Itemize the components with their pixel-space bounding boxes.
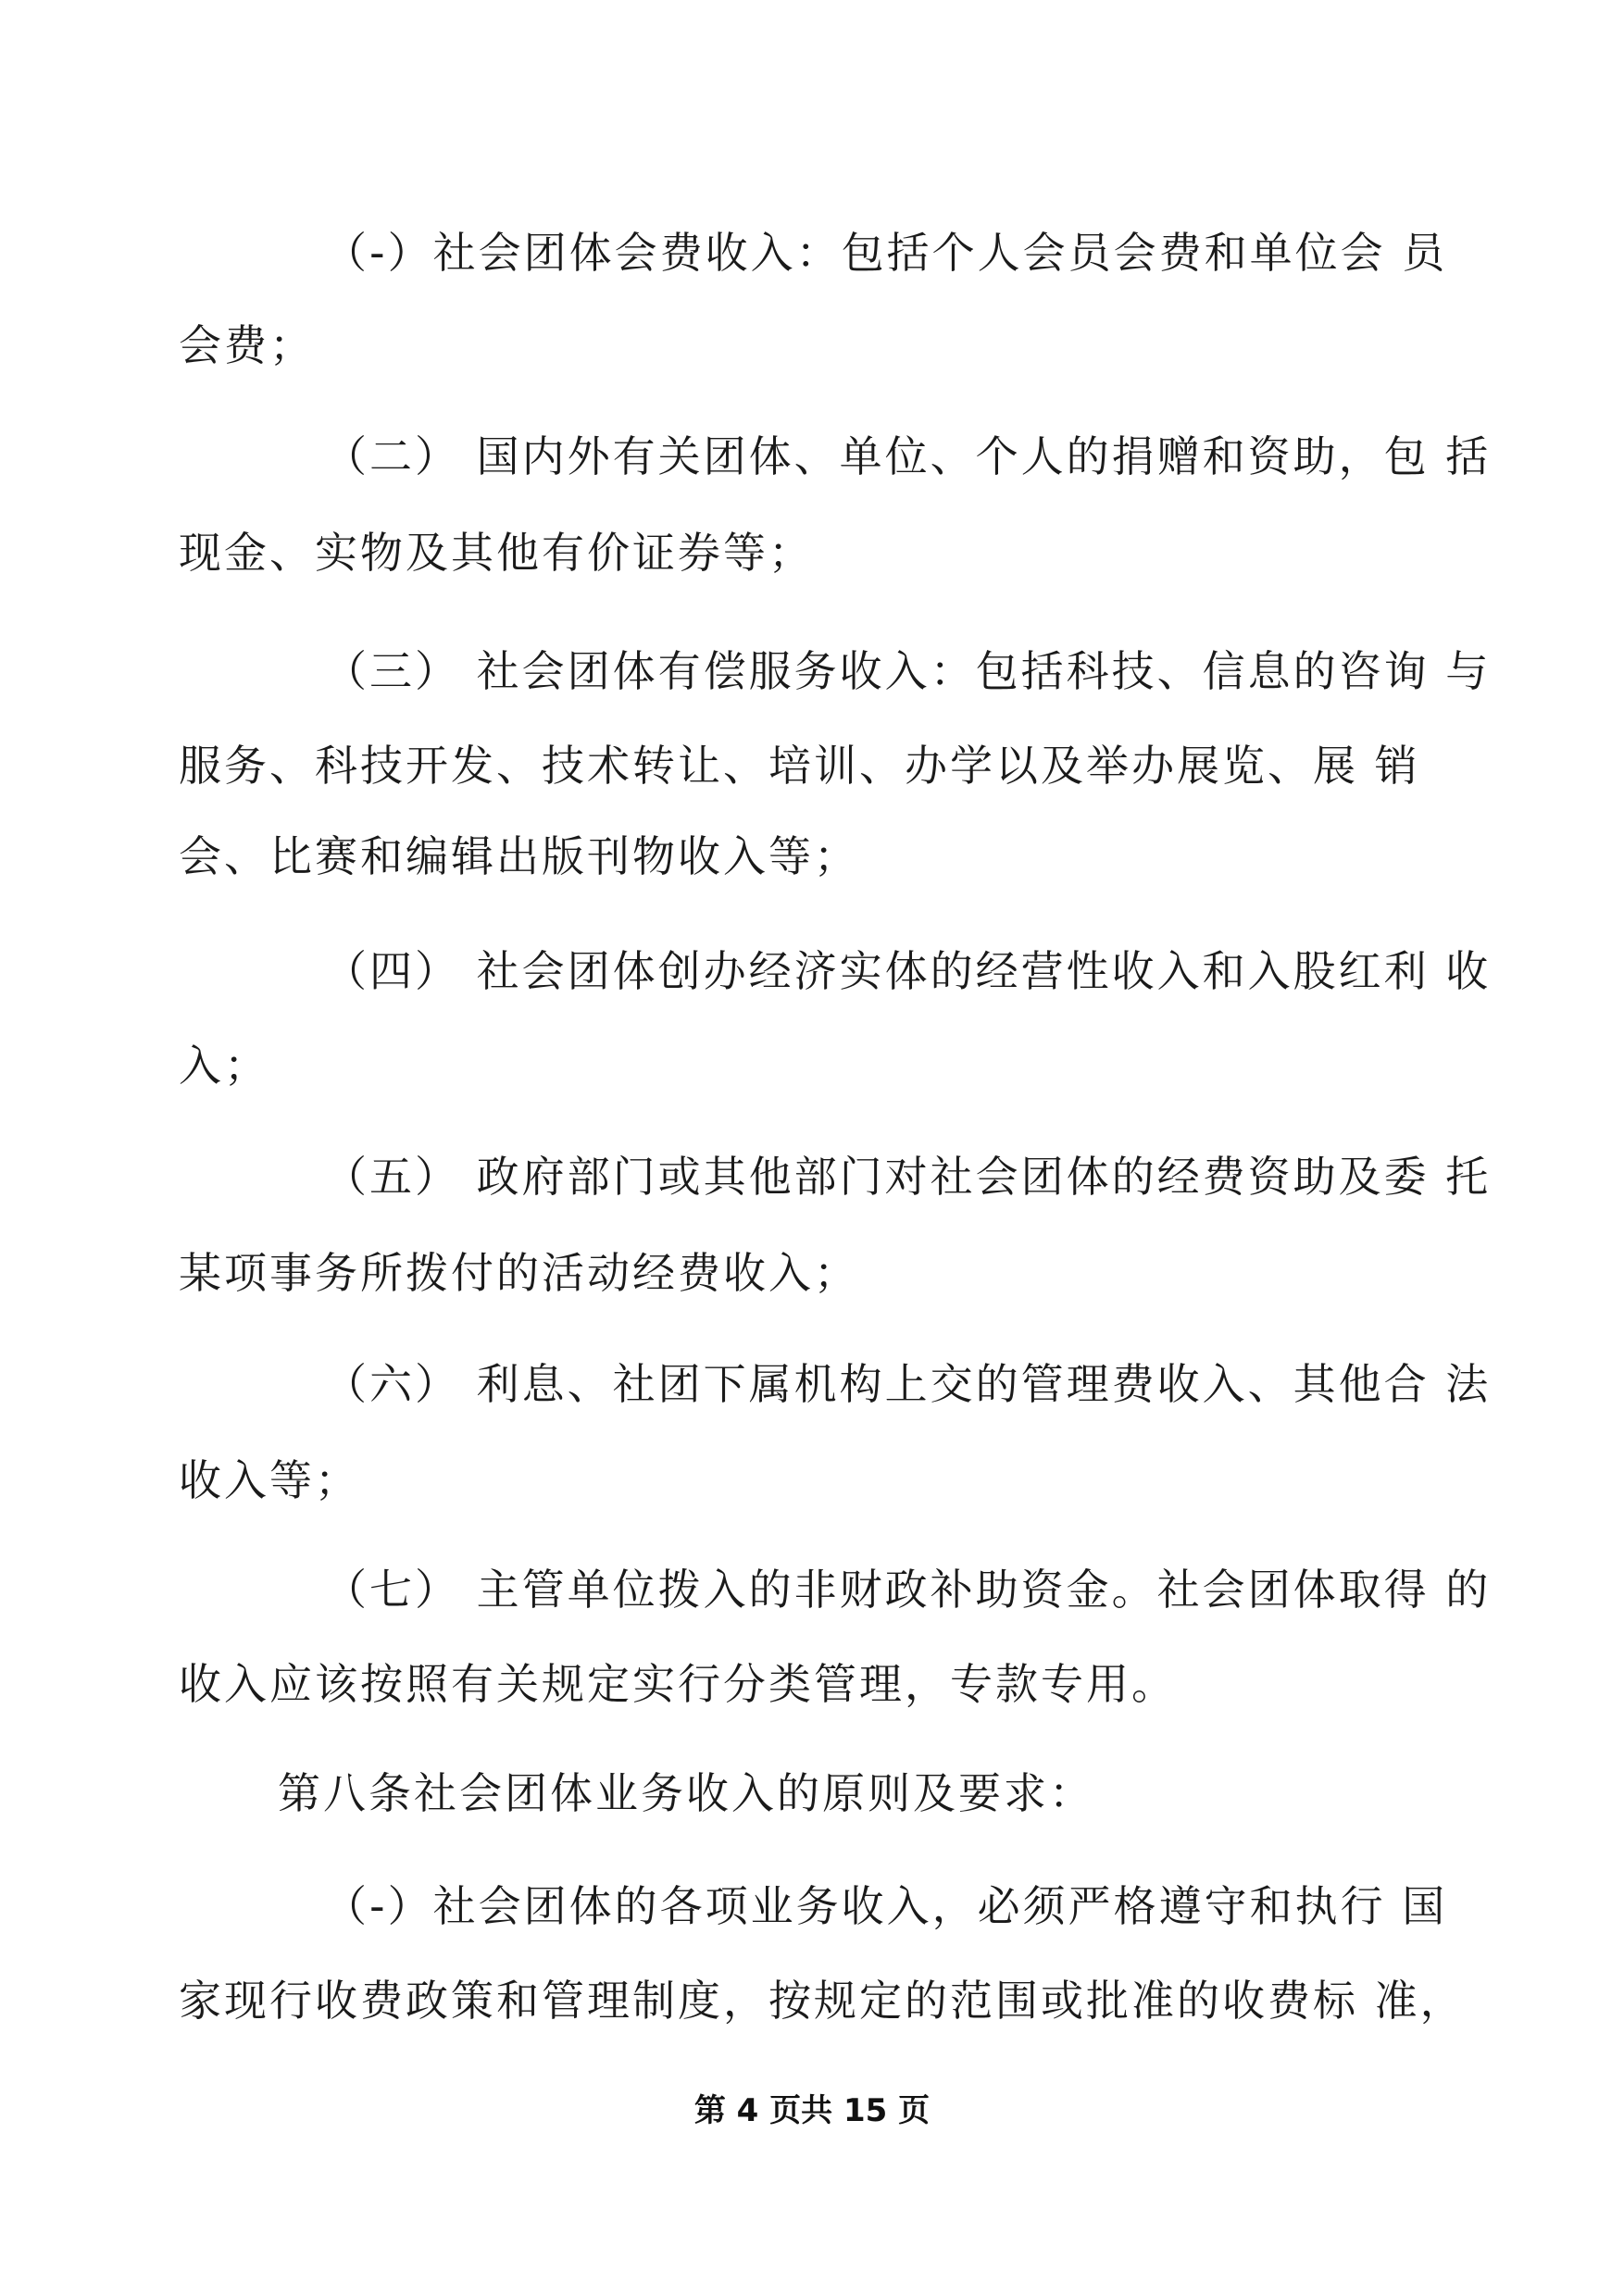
text-line: 某项事务所拨付的活动经费收入； (179, 1248, 859, 1298)
section-heading: 第八条社会团体业务收入的原则及要求： (278, 1768, 1094, 1818)
text-line: （四） 社会团体创办经济实体的经营性收入和入股红利 收 (324, 946, 1492, 996)
text-line: 收入等； (179, 1455, 360, 1505)
text-line: （-）社会团体的各项业务收入，必须严格遵守和执行 国 (324, 1881, 1448, 1931)
text-line: 会费； (179, 320, 315, 370)
text-line: 现金、实物及其他有价证券等； (179, 528, 814, 578)
text-line: （-）社会团体会费收入：包括个人会员会费和单位会 员 (324, 228, 1448, 278)
page-number: 第 4 页共 15 页 (693, 2092, 931, 2129)
text-line: 收入应该按照有关规定实行分类管理，专款专用。 (179, 1659, 1177, 1709)
text-line: 服务、科技开发、技术转让、培训、办学以及举办展览、展 销 (179, 741, 1420, 791)
text-line: 会、比赛和编辑出版刊物收入等； (179, 831, 859, 881)
text-line: （二） 国内外有关团体、单位、个人的捐赠和资助，包 括 (324, 431, 1492, 481)
text-line: （五） 政府部门或其他部门对社会团体的经费资助及委 托 (324, 1152, 1492, 1202)
text-line: （七） 主管单位拨入的非财政补助资金。社会团体取得 的 (324, 1565, 1492, 1615)
text-line: 家现行收费政策和管理制度，按规定的范围或批准的收费标 准， (179, 1976, 1466, 2026)
text-line: （三） 社会团体有偿服务收入：包括科技、信息的咨询 与 (324, 646, 1492, 696)
text-line: （六） 利息、社团下属机构上交的管理费收入、其他合 法 (324, 1359, 1492, 1409)
text-line: 入； (179, 1041, 269, 1091)
